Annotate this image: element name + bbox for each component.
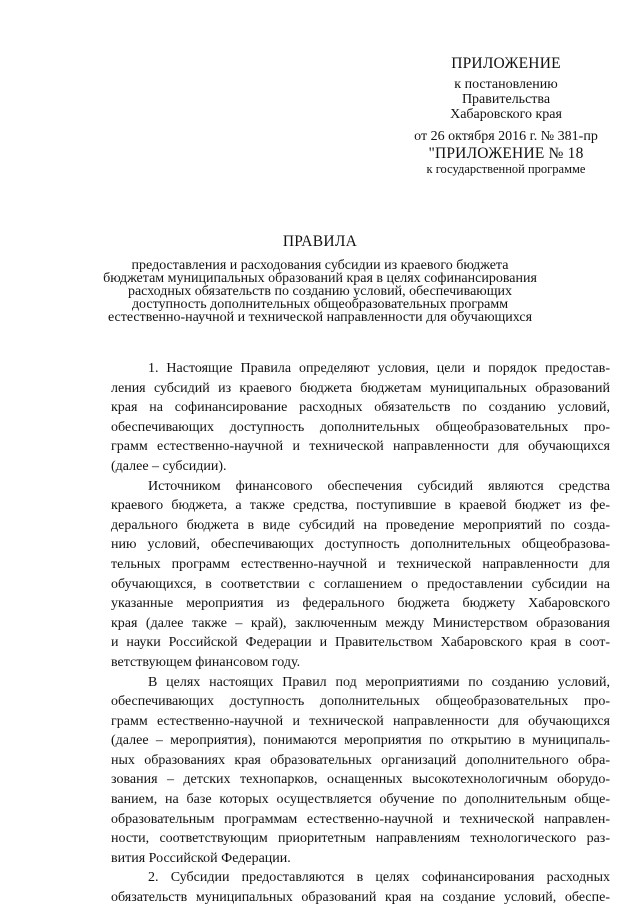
body-line: ванием, на базе которых осуществляется обучение по дополнительным обще- — [111, 792, 610, 808]
body-line: (далее – мероприятия), понимаются мероприятия по открытию в муниципаль- — [111, 733, 610, 749]
subtitle-line: бюджетам муниципальных образований края в целях софинансирования — [103, 271, 537, 286]
body-line: 2. Субсидии предоставляются в целях софинансирования расходных — [148, 870, 610, 886]
body-line: ности, соответствующим приоритетным направлениям технологического раз- — [111, 831, 610, 847]
body-line: зования – детских технопарков, оснащенных высокотехнологичным оборудо- — [111, 772, 610, 788]
subtitle-line: доступность дополнительных общеобразовательных программ — [131, 297, 509, 312]
appendix-line-3: Правительства — [461, 92, 551, 107]
body-line: края (далее также – край), заключенным между Министерством образования — [111, 615, 610, 631]
body-line: обучающихся, в соответствии с соглашением о предоставлении субсидии на — [111, 576, 610, 592]
body-line: грамм естественно-научной и технической направленности для обучающихся — [111, 713, 610, 729]
appendix-header — [398, 56, 614, 177]
body-line: тельных программ естественно-научной и технической направленности для — [111, 556, 610, 572]
body-line: края на софинансирование расходных обязательств по созданию условий, — [111, 400, 610, 416]
appendix-line-4: Хабаровского края — [450, 107, 562, 122]
document-body — [111, 359, 610, 908]
body-line: дерального бюджета в виде субсидий на проведение мероприятий по созда- — [111, 517, 610, 533]
appendix-title: ПРИЛОЖЕНИЕ — [451, 55, 561, 72]
body-line: Источником финансового обеспечения субсидий являются средства — [148, 478, 610, 494]
body-line: обязательств муниципальных образований края на создание условий, обеспе- — [111, 890, 610, 906]
document-subtitle — [100, 259, 540, 324]
body-line: ных образованиях края образовательных организаций дополнительного обра- — [111, 752, 610, 768]
subtitle-line: расходных обязательств по созданию условий, обеспечивающих — [127, 284, 513, 299]
subtitle-line: естественно-научной и технической направленности для обучающихся — [107, 310, 533, 325]
appendix-line-5: от 26 октября 2016 г. № 381-пр — [414, 129, 598, 144]
body-line: указанные мероприятия из федерального бюджета бюджету Хабаровского — [111, 596, 610, 612]
body-line: ления субсидий из краевого бюджета бюджетам муниципальных образований — [111, 380, 610, 396]
body-line: нию условий, обеспечивающих доступность дополнительных общеобразова- — [111, 537, 610, 553]
body-line: ветствующем финансовом году. — [111, 654, 301, 670]
appendix-line-6: "ПРИЛОЖЕНИЕ № 18 — [428, 145, 584, 162]
body-line: и науки Российской Федерации и Правительством Хабаровского края в соот- — [111, 635, 610, 651]
body-line: краевого бюджета, а также средства, поступившие в краевой бюджет из фе- — [111, 498, 610, 514]
body-line: вития Российской Федерации. — [111, 850, 291, 866]
body-line: В целях настоящих Правил под мероприятиями по созданию условий, — [148, 674, 610, 690]
body-line: грамм естественно-научной и технической направленности для обучающихся — [111, 439, 610, 455]
body-line: (далее – субсидии). — [111, 458, 227, 474]
appendix-line-2: к постановлению — [454, 77, 558, 92]
subtitle-line: предоставления и расходования субсидии из краевого бюджета — [131, 258, 509, 273]
body-line: обеспечивающих доступность дополнительных общеобразовательных про- — [111, 694, 610, 710]
appendix-line-7: к государственной программе — [426, 162, 586, 176]
body-line: образовательным программам естественно-научной и технической направлен- — [111, 811, 610, 827]
document-title: ПРАВИЛА — [282, 233, 358, 250]
body-line: обеспечивающих доступность дополнительных общеобразовательных про- — [111, 419, 610, 435]
body-line: 1. Настоящие Правила определяют условия, цели и порядок предостав- — [148, 361, 610, 376]
